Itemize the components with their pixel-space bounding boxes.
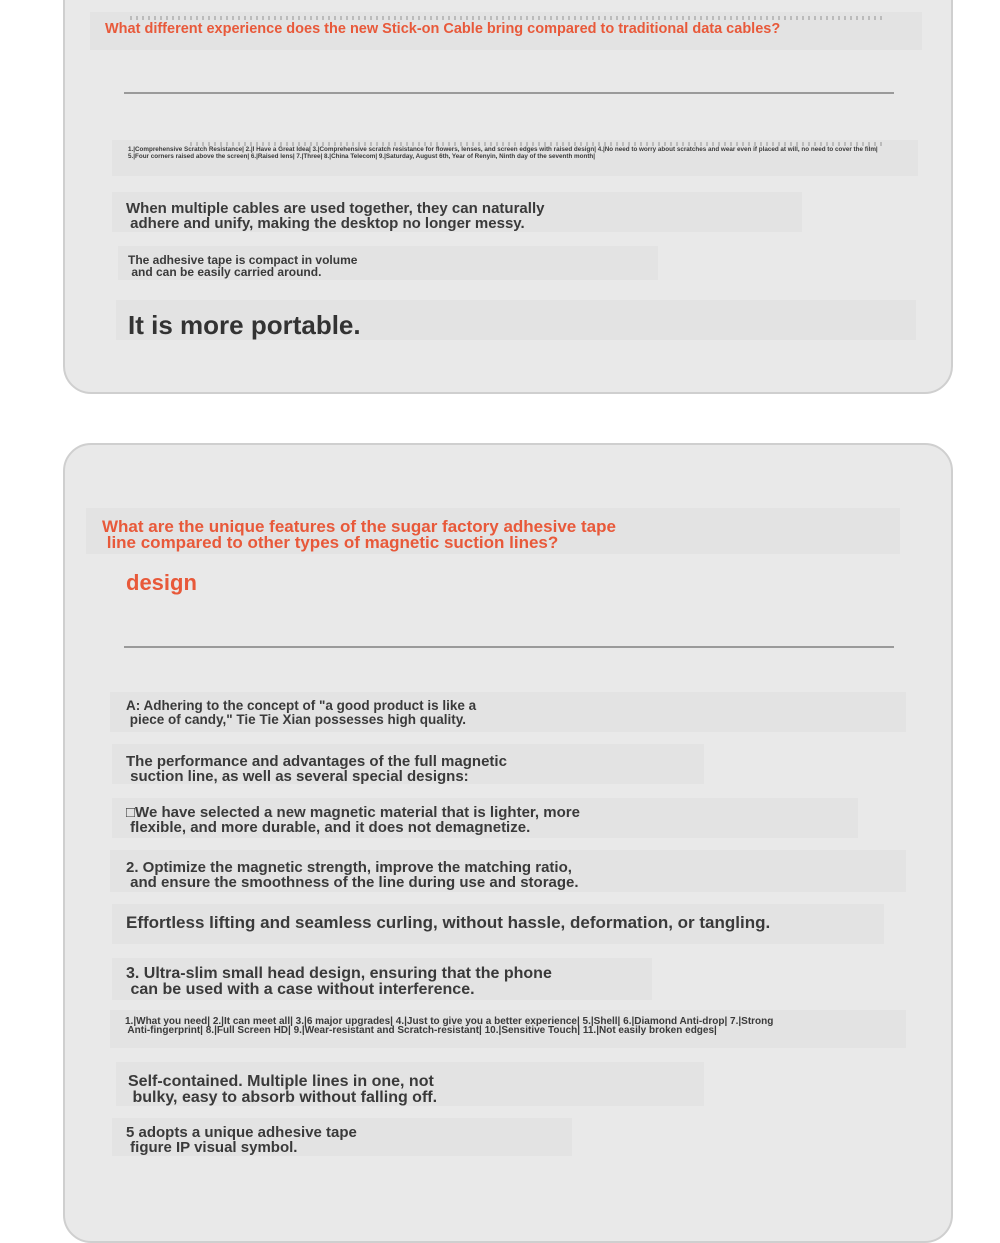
design-label: design [126,570,197,595]
divider-line-2 [124,646,894,648]
faq-question-1: What different experience does the new Stick-on Cable bring compared to traditional data cables? [105,21,781,37]
feature-item-5: 5 adopts a unique adhesive tape figure IP visual symbol. [126,1124,357,1156]
divider-line-1 [124,92,894,94]
feature-item-1: □We have selected a new magnetic material that is lighter, more flexible, and more durable, and it does not demagnetize. [126,804,580,836]
feature-item-4: Self-contained. Multiple lines in one, not bulky, easy to absorb without falling off. [128,1073,438,1106]
benefit-text-1: When multiple cables are used together, they can naturally adhere and unify, making the desktop no longer messy. [126,200,545,232]
benefit-text-2: The adhesive tape is compact in volume and can be easily carried around. [128,253,358,279]
answer-text: A: Adhering to the concept of "a good product is like a piece of candy," Tie Tie Xian possesses high quality. [126,698,477,727]
feature-item-2: 2. Optimize the magnetic strength, improve the matching ratio, and ensure the smoothness of the line during use and storage. [126,859,579,891]
feature-item-3: 3. Ultra-slim small head design, ensuring that the phone can be used with a case without interference. [126,965,552,998]
upgrade-list-text: 1.|What you need| 2.|It can meet all| 3.|6 major upgrades| 4.|Just to give you a better experience| 5.|Shell| 6.|Diamond Anti-drop| 7.|Strong Anti-fingerprint| 8.|Full Screen HD| 9.|Wear-resistant and Scratch-resistant| 10.|Sensitive Touch| 11.|Not easily broken edges| [125,1016,774,1036]
advantages-intro: The performance and advantages of the full magnetic suction line, as well as several special designs: [126,753,507,785]
faq-question-2: What are the unique features of the sugar factory adhesive tape line compared to other types of magnetic suction lines? [102,517,616,552]
portable-headline: It is more portable. [128,310,361,340]
feature-list-text: 1.|Comprehensive Scratch Resistance| 2.|I Have a Great Idea| 3.|Comprehensive scratch resistance for flowers, lenses, and screen edges with raised design| 4.|No need to worry about scratches and wear even if placed at will, no need to cover the film| 5.|Four corners raised above the screen| 6.|Raised lens| 7.|Three| 8.|China Telecom| 9.|Saturday, August 6th, Year of Renyin, Ninth day of the seventh month| [128,146,878,160]
feature-item-2-note: Effortless lifting and seamless curling, without hassle, deformation, or tangling. [126,913,771,932]
